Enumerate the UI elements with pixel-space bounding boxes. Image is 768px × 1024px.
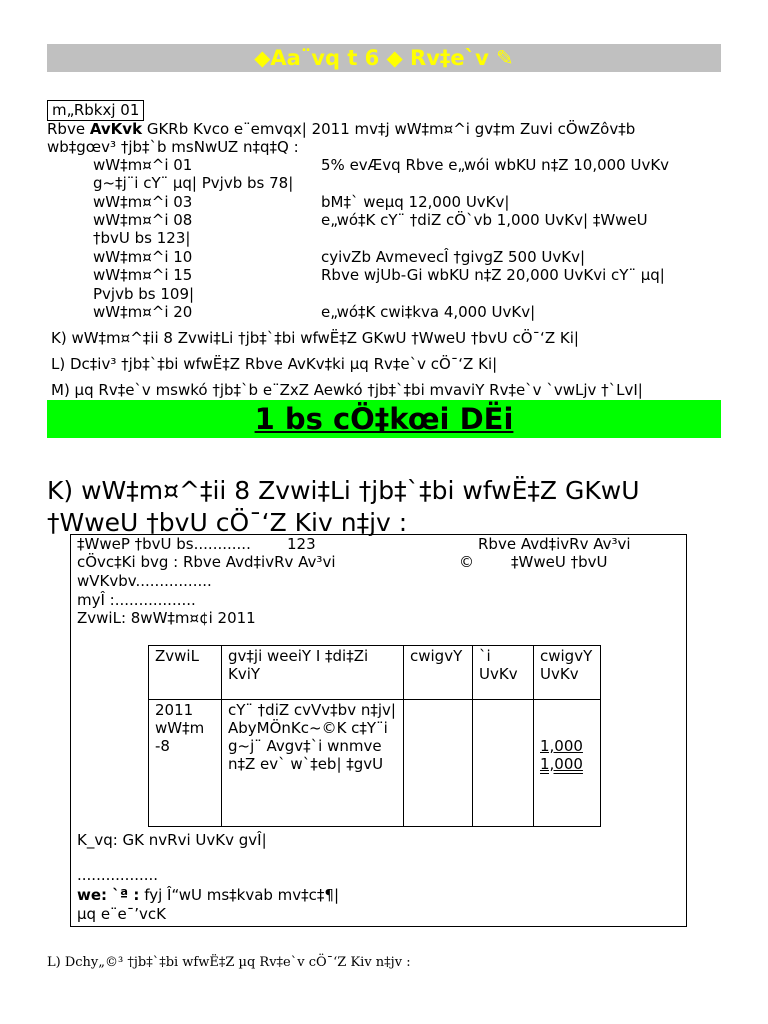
- answer-question-line2: †WweU †bvU cÖ¯‘Z Kiv n‡jv :: [47, 508, 408, 537]
- transaction-desc: Pvjvb bs 109|: [93, 285, 195, 303]
- transaction-date: wW‡m¤^i 01: [93, 156, 193, 174]
- row-rate: [473, 700, 534, 827]
- note-remark: [77, 886, 339, 904]
- signatory: µq e¨e¯’vcK: [77, 905, 167, 923]
- header-date: ZvwiL: [149, 646, 222, 700]
- chapter-title: ◆Aa¨vq t 6 ◆ Rv‡e`v ✎: [254, 46, 514, 70]
- transaction-date: wW‡m¤^i 10: [93, 248, 193, 266]
- question-m: M) µq Rv‡e`v mswkó †jb‡`b e¨ZxZ Aewkó †jb‡`‡bi mvaviY Rv‡e`v `vwLjv †`LvI|: [51, 381, 643, 399]
- table-header-row: [149, 646, 601, 700]
- transaction-desc: bM‡` weµq 12,000 UvKv|: [321, 193, 510, 211]
- problem-intro-line2: wb‡gœv³ †jb‡`b msNwUZ n‡q‡Q :: [47, 138, 299, 156]
- dotted-line: .................: [77, 866, 159, 884]
- next-answer-heading: L) Dchy„©³ †jb‡`‡bi wfwË‡Z µq Rv‡e`v cÖ¯‘Z Kiv n‡jv :: [47, 955, 411, 970]
- transaction-date: wW‡m¤^i 08: [93, 211, 193, 229]
- chapter-title-bar: [47, 44, 721, 72]
- transaction-desc: †bvU bs 123|: [93, 229, 191, 247]
- remark-label: we: `ª :: [77, 886, 140, 904]
- transaction-desc: e„wó‡K cwi‡kva 4,000 UvKv|: [321, 303, 536, 321]
- company-name: AvKvk: [89, 120, 143, 138]
- debit-note-table: [148, 645, 601, 827]
- header-description: gv‡ji weeiY I ‡di‡Zi KviY: [222, 646, 404, 700]
- note-address: wVKvbv................: [77, 572, 212, 590]
- row-total: 1,000: [540, 755, 583, 773]
- remark-text: fyj Î“wU ms‡kvab mv‡c‡¶|: [139, 886, 340, 904]
- row-description: cY¨ †diZ cvVv‡bv n‡jv| AbyMÖnKc~©K c‡Y¨i g~j¨ Avgv‡`i wnmve n‡Z ev` w`‡eb| ‡gvU: [222, 700, 404, 827]
- transaction-desc: g~‡j¨i cY¨ µq| Pvjvb bs 78|: [93, 174, 294, 192]
- transaction-desc: 5% evÆvq Rbve e„wói wbKU n‡Z 10,000 UvKv: [321, 156, 670, 174]
- problem-label-box: m„Rbkxj 01: [47, 100, 144, 121]
- answer-banner-title: 1 bs cÖ‡kœi DËi: [254, 402, 514, 436]
- transaction-date: wW‡m¤^i 20: [93, 303, 193, 321]
- header-amount: cwigvY UvKv: [534, 646, 601, 700]
- row-amount: 1,000: [540, 737, 583, 755]
- note-number-label: ‡WweP †bvU bs............: [77, 535, 251, 553]
- note-type: ‡WweU †bvU: [511, 553, 608, 571]
- question-l: L) Dc‡iv³ †jb‡`‡bi wfwË‡Z Rbve AvKv‡ki µq Rv‡e`v cÖ¯‘Z Ki|: [51, 355, 498, 373]
- transaction-date: wW‡m¤^i 15: [93, 266, 193, 284]
- header-quantity: cwigvY: [404, 646, 473, 700]
- transaction-desc: e„wó‡K cY¨ †diZ cÖ`vb 1,000 UvKv| ‡WweU: [321, 211, 648, 229]
- problem-intro: Rbve AvKvk GKRb Kvco e¨emvqx| 2011 mv‡j wW‡m¤^i gv‡m Zuvi cÖwZôv‡b: [47, 120, 636, 138]
- header-rate: `i UvKv: [473, 646, 534, 700]
- transaction-desc: Rbve wjUb-Gi wbKU n‡Z 20,000 UvKvi cY¨ µq|: [321, 266, 665, 284]
- table-row: [149, 700, 601, 827]
- note-recipient: cÖvc‡Ki bvg : Rbve Avd‡ivRv Av³vi: [77, 553, 336, 571]
- answer-question-line1: K) wW‡m¤^‡ii 8 Zvwi‡Li †jb‡`‡bi wfwË‡Z GKwU: [47, 476, 640, 505]
- note-date: ZvwiL: 8wW‡m¤¢i 2011: [77, 609, 256, 627]
- note-number-value: 123: [287, 535, 316, 553]
- note-city: myÎ :.................: [77, 591, 196, 609]
- question-k: K) wW‡m¤^‡ii 8 Zvwi‡Li †jb‡`‡bi wfwË‡Z GKwU †WweU †bvU cÖ¯‘Z Ki|: [51, 329, 579, 347]
- note-from-name: Rbve Avd‡ivRv Av³vi: [478, 535, 631, 553]
- row-amount-cell: [534, 700, 601, 827]
- transaction-desc: cyivZb AvmevecÎ †givgZ 500 UvKv|: [321, 248, 586, 266]
- row-date: 2011 wW‡m -8: [149, 700, 222, 827]
- amount-in-words: K_vq: GK nvRvi UvKv gvÎ|: [77, 831, 267, 849]
- answer-banner: [47, 400, 721, 438]
- row-quantity: [404, 700, 473, 827]
- transaction-date: wW‡m¤^i 03: [93, 193, 193, 211]
- note-copyright-mark: ©: [459, 553, 474, 571]
